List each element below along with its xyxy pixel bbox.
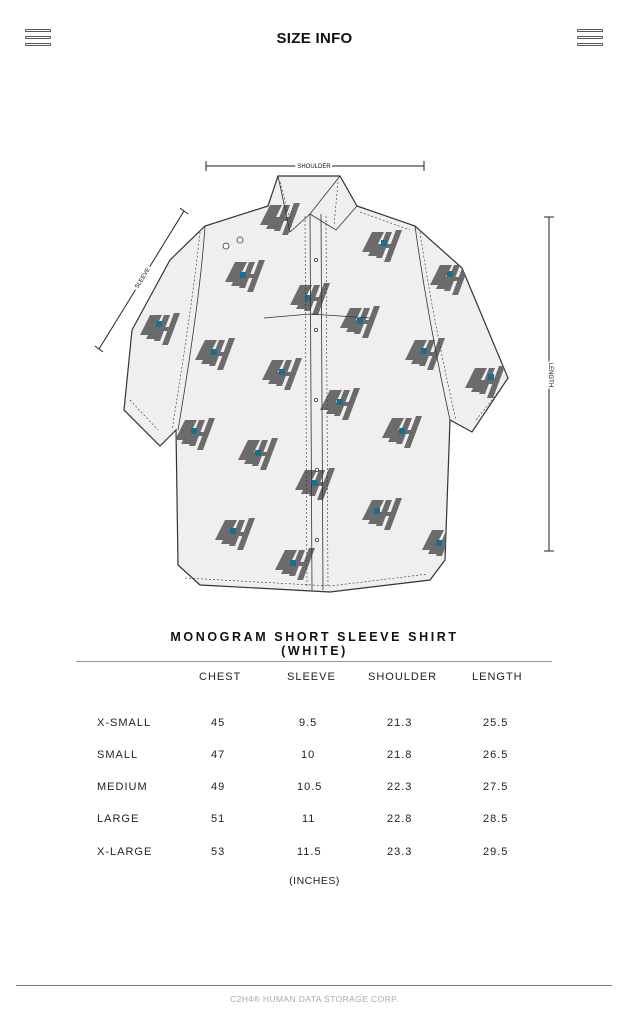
sleeve-value: 10.5 [297, 781, 323, 793]
chest-value: 45 [211, 717, 226, 729]
size-label: LARGE [97, 813, 140, 825]
shirt-measurement-diagram [0, 150, 629, 595]
shoulder-value: 22.8 [387, 813, 413, 825]
product-name-line2: (WHITE) [281, 644, 348, 658]
length-value: 27.5 [483, 781, 509, 793]
column-header-shoulder: SHOULDER [368, 671, 438, 683]
divider [76, 661, 552, 662]
shirt-outline [124, 176, 508, 592]
column-header-chest: CHEST [199, 671, 242, 683]
length-value: 28.5 [483, 813, 509, 825]
length-value: 29.5 [483, 846, 509, 858]
page-title: SIZE INFO [276, 30, 353, 47]
sleeve-value: 10 [301, 749, 316, 761]
hamburger-menu-icon[interactable] [577, 29, 603, 47]
size-label: X-SMALL [97, 717, 152, 729]
length-value: 26.5 [483, 749, 509, 761]
length-label: LENGTH [547, 362, 553, 388]
shoulder-value: 21.8 [387, 749, 413, 761]
product-name [0, 630, 629, 658]
column-header-length: LENGTH [472, 671, 523, 683]
shoulder-value: 21.3 [387, 717, 413, 729]
chest-value: 49 [211, 781, 226, 793]
chest-value: 53 [211, 846, 226, 858]
sleeve-value: 9.5 [299, 717, 318, 729]
column-header-sleeve: SLEEVE [287, 671, 336, 683]
size-label: X-LARGE [97, 846, 153, 858]
chest-value: 51 [211, 813, 226, 825]
shoulder-value: 22.3 [387, 781, 413, 793]
units-label: (INCHES) [289, 875, 340, 887]
sleeve-value: 11 [302, 813, 316, 825]
footer-divider [16, 985, 612, 986]
shoulder-value: 23.3 [387, 846, 413, 858]
length-value: 25.5 [483, 717, 509, 729]
product-name-line1: MONOGRAM SHORT SLEEVE SHIRT [170, 630, 459, 644]
sleeve-label: SLEEVE [134, 266, 152, 290]
footer-text: C2H4® HUMAN DATA STORAGE CORP. [230, 994, 399, 1004]
sleeve-value: 11.5 [297, 846, 322, 858]
size-label: MEDIUM [97, 781, 148, 793]
shoulder-label: SHOULDER [297, 164, 331, 170]
chest-value: 47 [211, 749, 226, 761]
size-label: SMALL [97, 749, 139, 761]
